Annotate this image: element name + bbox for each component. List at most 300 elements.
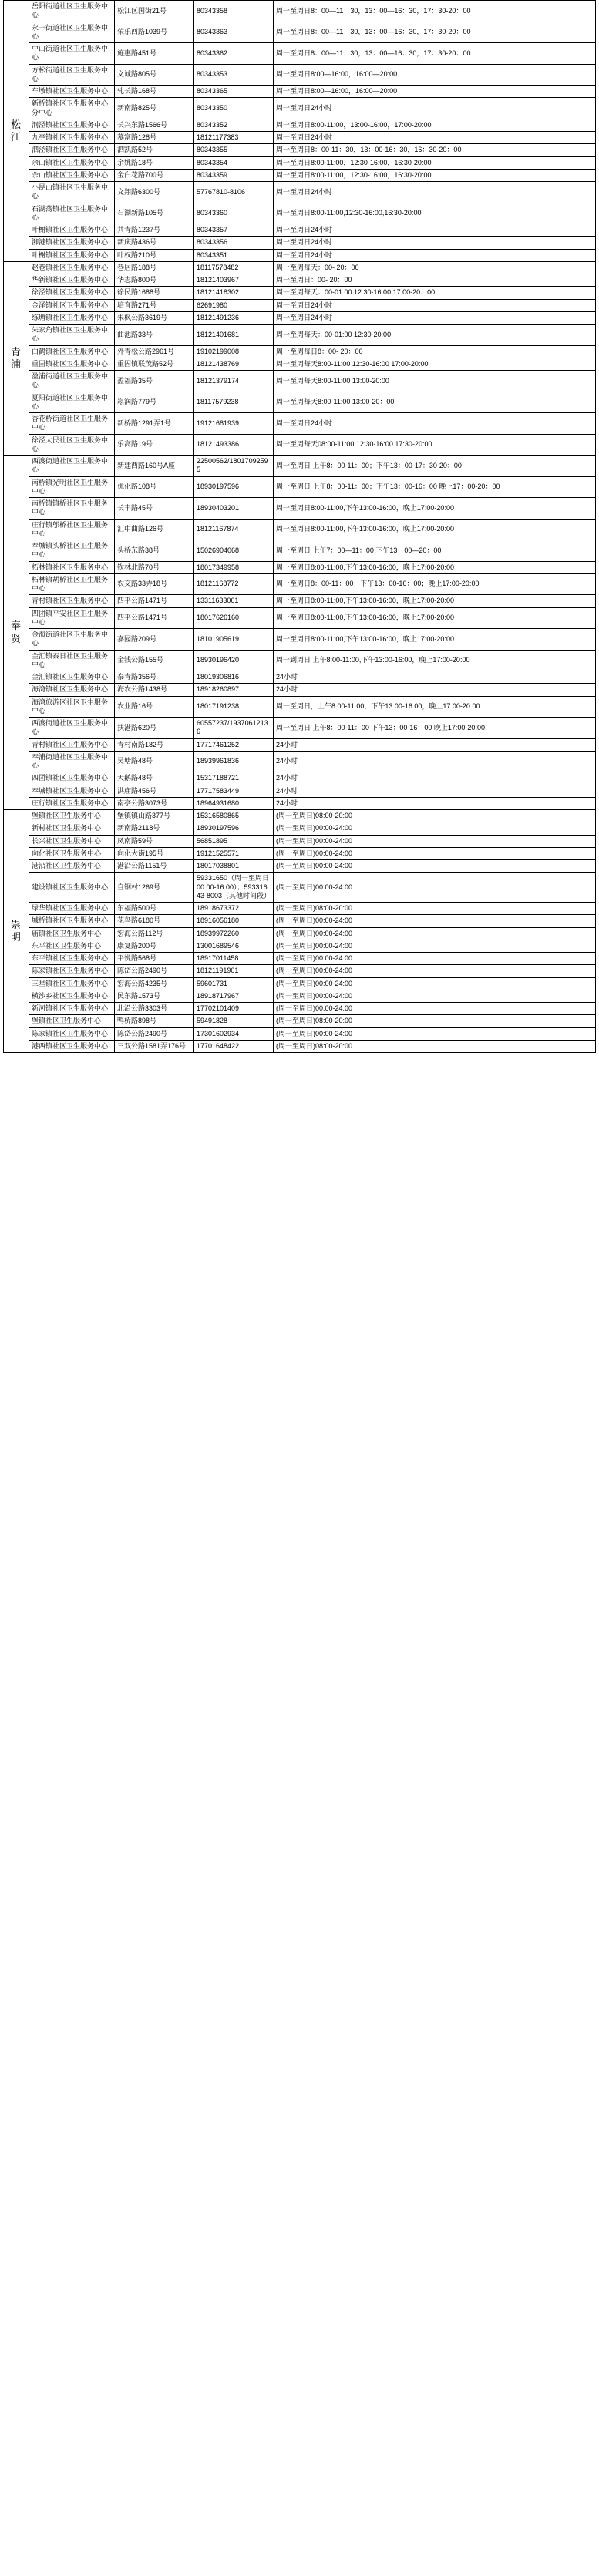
clinic-name-cell: 西渡街道社区卫生服务中心 [29, 456, 115, 477]
clinic-address-cell: 华志路800号 [115, 274, 194, 287]
clinic-hours-cell: (周一至周日)00:00-24:00 [274, 873, 596, 903]
clinic-phone-cell: 18930196420 [194, 650, 274, 671]
clinic-address-cell: 余姚路18号 [115, 156, 194, 169]
clinic-phone-cell: 59331650（周一至周日00:00-16:00）；59331643-8003（其他时间段） [194, 873, 274, 903]
table-row [4, 476, 596, 498]
clinic-name-cell: 新村社区卫生服务中心 [29, 822, 115, 835]
clinic-name-cell: 庄行镇社区卫生服务中心 [29, 797, 115, 809]
clinic-hours-cell: 周一至周日24小时 [274, 182, 596, 203]
clinic-address-cell: 巷居路188号 [115, 261, 194, 274]
clinic-address-cell: 徐民路1688号 [115, 287, 194, 299]
table-row [4, 810, 596, 822]
clinic-address-cell: 民东路1573号 [115, 990, 194, 1002]
clinic-name-cell: 港沿社区卫生服务中心 [29, 860, 115, 873]
clinic-phone-cell: 18918260897 [194, 684, 274, 696]
clinic-phone-cell: 15317188721 [194, 772, 274, 785]
clinic-hours-cell: 周一至周日24小时 [274, 299, 596, 311]
table-row [4, 392, 596, 413]
table-row [4, 311, 596, 324]
clinic-hours-cell: 周一至周每天8:00-11:00 13:00-20:00 [274, 371, 596, 392]
table-row [4, 860, 596, 873]
clinic-phone-cell: 18930197596 [194, 822, 274, 835]
clinic-name-cell: 向化社区卫生服务中心 [29, 847, 115, 859]
clinic-name-cell: 金海街道社区卫生服务中心 [29, 629, 115, 651]
clinic-hours-cell: 周一至周日8:00-11:00，12:30-16:00，16:30-20:00 [274, 156, 596, 169]
clinic-name-cell: 金汇镇泰日社区卫生服务中心 [29, 650, 115, 671]
clinic-name-cell: 奉城镇头桥社区卫生服务中心 [29, 540, 115, 562]
clinic-hours-cell: 24小时 [274, 751, 596, 772]
clinic-hours-cell: (周一至周日)00:00-24:00 [274, 835, 596, 847]
clinic-directory-table [3, 0, 596, 1053]
clinic-address-cell: 长丰路45号 [115, 498, 194, 520]
clinic-phone-cell: 18117578482 [194, 261, 274, 274]
clinic-name-cell: 海湾旅游区社区卫生服务中心 [29, 696, 115, 718]
clinic-phone-cell: 17702101409 [194, 1003, 274, 1015]
clinic-hours-cell: 周一至周日8：00-11：30，13：00-16：30，16：30-20：00 [274, 144, 596, 156]
clinic-address-cell: 花鸟路6180号 [115, 915, 194, 927]
table-row [4, 237, 596, 249]
clinic-phone-cell: 15026904068 [194, 540, 274, 562]
clinic-phone-cell: 17301602934 [194, 1027, 274, 1040]
clinic-hours-cell: 周一至周日8:00—16:00，16:00—20:00 [274, 64, 596, 86]
clinic-name-cell: 白鹤镇社区卫生服务中心 [29, 345, 115, 358]
clinic-name-cell: 夏阳街道社区卫生服务中心 [29, 392, 115, 413]
clinic-phone-cell: 19102199008 [194, 345, 274, 358]
clinic-hours-cell: (周一至周日)00:00-24:00 [274, 915, 596, 927]
clinic-address-cell: 培育路271号 [115, 299, 194, 311]
clinic-phone-cell: 56851895 [194, 835, 274, 847]
clinic-address-cell: 港沿公路1151号 [115, 860, 194, 873]
clinic-hours-cell: (周一至周日)08:00-20:00 [274, 1040, 596, 1052]
clinic-address-cell: 扶港路620号 [115, 718, 194, 739]
clinic-address-cell: 嘉园路209号 [115, 629, 194, 651]
clinic-name-cell: 徐泾大民社区卫生服务中心 [29, 434, 115, 456]
clinic-address-cell: 盈福路35号 [115, 371, 194, 392]
clinic-hours-cell: (周一至周日)00:00-24:00 [274, 965, 596, 977]
clinic-phone-cell: 13311633061 [194, 595, 274, 607]
clinic-name-cell: 南桥镇镇桥社区卫生服务中心 [29, 498, 115, 520]
clinic-name-cell: 三星镇社区卫生服务中心 [29, 977, 115, 990]
clinic-address-cell: 曲池路33号 [115, 325, 194, 346]
clinic-address-cell: 凤南路59号 [115, 835, 194, 847]
clinic-phone-cell: 18017038801 [194, 860, 274, 873]
clinic-address-cell: 北沿公路3303号 [115, 1003, 194, 1015]
clinic-address-cell: 外青松公路2961号 [115, 345, 194, 358]
clinic-phone-cell: 18121167874 [194, 519, 274, 540]
clinic-address-cell: 施惠路451号 [115, 43, 194, 65]
table-row [4, 540, 596, 562]
clinic-address-cell: 共青路1237号 [115, 224, 194, 237]
clinic-hours-cell: 周一至周日8：00—11：30，13：00—16：30，17：30-20：00 [274, 1, 596, 22]
table-row [4, 434, 596, 456]
clinic-phone-cell: 80343363 [194, 22, 274, 43]
clinic-phone-cell: 18121168772 [194, 573, 274, 595]
table-row [4, 927, 596, 940]
clinic-hours-cell: 周一至周日8：00-11：00；下午13：00-16：00；晚上17:00-20:00 [274, 573, 596, 595]
clinic-phone-cell: 17717461252 [194, 738, 274, 751]
clinic-address-cell: 轧长路168号 [115, 86, 194, 98]
clinic-name-cell: 长兴社区卫生服务中心 [29, 835, 115, 847]
clinic-hours-cell: (周一至周日)08:00-20:00 [274, 810, 596, 822]
clinic-name-cell: 青村镇社区卫生服务中心 [29, 595, 115, 607]
clinic-hours-cell: 周一至周每天：00-01:00 12:30-16:00 17:00-20：00 [274, 287, 596, 299]
clinic-address-cell: 崧润路779号 [115, 392, 194, 413]
table-row [4, 847, 596, 859]
clinic-address-cell: 头桥东路38号 [115, 540, 194, 562]
district-cell: 青浦 [4, 261, 29, 455]
table-row [4, 249, 596, 261]
table-row [4, 1, 596, 22]
clinic-name-cell: 泖港镇社区卫生服务中心 [29, 237, 115, 249]
clinic-name-cell: 四团镇平安社区卫生服务中心 [29, 607, 115, 629]
clinic-phone-cell: 80343357 [194, 224, 274, 237]
clinic-name-cell: 九亭镇社区卫生服务中心 [29, 132, 115, 144]
table-row [4, 519, 596, 540]
clinic-hours-cell: 周一至周日24小时 [274, 224, 596, 237]
table-row [4, 718, 596, 739]
clinic-name-cell: 金泽镇社区卫生服务中心 [29, 299, 115, 311]
table-row [4, 358, 596, 370]
clinic-address-cell: 汇中曲路126号 [115, 519, 194, 540]
clinic-hours-cell: 周一至周日8:00-11:00,下午13:00-16:00，晚上17:00-20:00 [274, 607, 596, 629]
clinic-name-cell: 柘林镇胡桥社区卫生服务中心 [29, 573, 115, 595]
clinic-name-cell: 堡镇社区卫生服务中心 [29, 1015, 115, 1027]
clinic-hours-cell: (周一至周日)00:00-24:00 [274, 927, 596, 940]
clinic-name-cell: 陈家镇社区卫生服务中心 [29, 965, 115, 977]
clinic-phone-cell: 18917011458 [194, 953, 274, 965]
clinic-name-cell: 中山街道社区卫生服务中心 [29, 43, 115, 65]
clinic-hours-cell: 周一至周日 上午7：00—11：00 下午13：00—20：00 [274, 540, 596, 562]
clinic-name-cell: 重固镇社区卫生服务中心 [29, 358, 115, 370]
clinic-phone-cell: 18121491236 [194, 311, 274, 324]
clinic-hours-cell: 24小时 [274, 785, 596, 797]
table-row [4, 498, 596, 520]
table-row [4, 325, 596, 346]
clinic-hours-cell: 周一至周日24小时 [274, 132, 596, 144]
clinic-address-cell: 钦林北路70号 [115, 561, 194, 573]
clinic-name-cell: 新河镇社区卫生服务中心 [29, 1003, 115, 1015]
clinic-phone-cell: 18121418302 [194, 287, 274, 299]
clinic-hours-cell: 24小时 [274, 797, 596, 809]
clinic-address-cell: 荣乐西路1039号 [115, 22, 194, 43]
clinic-hours-cell: (周一至周日)08:00-20:00 [274, 903, 596, 915]
clinic-phone-cell: 19121681939 [194, 413, 274, 435]
clinic-hours-cell: 周一至周日 上午8：00-11：00；下午13：00-16：00 晚上17：00-20：00 [274, 476, 596, 498]
clinic-hours-cell: (周一至周日)00:00-24:00 [274, 860, 596, 873]
clinic-phone-cell: 18918673372 [194, 903, 274, 915]
clinic-hours-cell: 周一至周每天：00-01:00 12:30-20:00 [274, 325, 596, 346]
table-row [4, 261, 596, 274]
clinic-address-cell: 松江区国街21号 [115, 1, 194, 22]
clinic-name-cell: 海湾镇社区卫生服务中心 [29, 684, 115, 696]
clinic-name-cell: 西渡街道社区卫生服务中心 [29, 718, 115, 739]
clinic-hours-cell: 周一至周日：00- 20：00 [274, 274, 596, 287]
table-row [4, 1003, 596, 1015]
clinic-name-cell: 方松街道社区卫生服务中心 [29, 64, 115, 86]
clinic-address-cell: 堡镇镇山路377号 [115, 810, 194, 822]
clinic-phone-cell: 18939972260 [194, 927, 274, 940]
clinic-hours-cell: 周一至周每天8:00-11:00 12:30-16:00 17:00-20:00 [274, 358, 596, 370]
clinic-address-cell: 重固镇联茂路52号 [115, 358, 194, 370]
clinic-name-cell: 南桥镇光明社区卫生服务中心 [29, 476, 115, 498]
clinic-address-cell: 四平公路1471号 [115, 595, 194, 607]
table-row [4, 22, 596, 43]
clinic-address-cell: 吴塘路48号 [115, 751, 194, 772]
table-row [4, 144, 596, 156]
clinic-name-cell: 佘山镇社区卫生服务中心 [29, 156, 115, 169]
table-row [4, 1027, 596, 1040]
table-row [4, 751, 596, 772]
clinic-hours-cell: 周一至周每天08:00-11:00 12:30-16:00 17:30-20:00 [274, 434, 596, 456]
clinic-phone-cell: 18121379174 [194, 371, 274, 392]
clinic-hours-cell: 周一至周日8:00-11:00,12:30-16:00,16:30-20:00 [274, 203, 596, 224]
clinic-phone-cell: 17717583449 [194, 785, 274, 797]
table-row [4, 738, 596, 751]
page-container [0, 0, 599, 1053]
clinic-address-cell: 海农公路1438号 [115, 684, 194, 696]
clinic-phone-cell: 18121493386 [194, 434, 274, 456]
clinic-hours-cell: 24小时 [274, 738, 596, 751]
table-row [4, 684, 596, 696]
district-cell: 奉贤 [4, 456, 29, 810]
clinic-hours-cell: (周一至周日)08:00-20:00 [274, 1015, 596, 1027]
clinic-phone-cell: 18939961836 [194, 751, 274, 772]
clinic-phone-cell: 80343365 [194, 86, 274, 98]
clinic-name-cell: 练塘镇社区卫生服务中心 [29, 311, 115, 324]
clinic-address-cell: 农交路33弄18号 [115, 573, 194, 595]
clinic-hours-cell: 周一至周日8:00-11:00,下午13:00-16:00，晚上17:00-20:00 [274, 519, 596, 540]
table-row [4, 629, 596, 651]
clinic-name-cell: 东平镇社区卫生服务中心 [29, 953, 115, 965]
clinic-name-cell: 四团镇社区卫生服务中心 [29, 772, 115, 785]
clinic-name-cell: 赵巷镇社区卫生服务中心 [29, 261, 115, 274]
clinic-hours-cell: (周一至周日)00:00-24:00 [274, 990, 596, 1002]
table-row [4, 456, 596, 477]
table-row [4, 43, 596, 65]
clinic-hours-cell: 周一至周每天：00- 20：00 [274, 261, 596, 274]
clinic-address-cell: 青村南路182号 [115, 738, 194, 751]
clinic-hours-cell: 周一至周每天8:00-11:00 13:00-20：00 [274, 392, 596, 413]
table-row [4, 156, 596, 169]
clinic-name-cell: 青村镇社区卫生服务中心 [29, 738, 115, 751]
clinic-phone-cell: 18918717967 [194, 990, 274, 1002]
clinic-address-cell: 鸭桥路898号 [115, 1015, 194, 1027]
clinic-address-cell: 洪庙路456号 [115, 785, 194, 797]
clinic-phone-cell: 18930197596 [194, 476, 274, 498]
clinic-phone-cell: 18019306816 [194, 671, 274, 684]
district-cell: 崇明 [4, 810, 29, 1053]
clinic-name-cell: 叶榭镇社区卫生服务中心 [29, 224, 115, 237]
clinic-phone-cell: 18121403967 [194, 274, 274, 287]
table-row [4, 1015, 596, 1027]
clinic-address-cell: 金钱公路155号 [115, 650, 194, 671]
table-row [4, 835, 596, 847]
table-row [4, 86, 596, 98]
clinic-phone-cell: 18964931680 [194, 797, 274, 809]
clinic-phone-cell: 18121438769 [194, 358, 274, 370]
clinic-phone-cell: 80343362 [194, 43, 274, 65]
clinic-phone-cell: 80343356 [194, 237, 274, 249]
clinic-phone-cell: 59491828 [194, 1015, 274, 1027]
table-body [4, 1, 596, 1053]
clinic-hours-cell: 周一至周日 上午8：00-11：00；下午13：00-17：30-20：00 [274, 456, 596, 477]
table-row [4, 940, 596, 952]
table-row [4, 573, 596, 595]
clinic-phone-cell: 80343358 [194, 1, 274, 22]
clinic-hours-cell: 周一至周日8:00-11:00,下午13:00-16:00，晚上17:00-20:00 [274, 595, 596, 607]
clinic-address-cell: 陈岱公路2490号 [115, 965, 194, 977]
table-row [4, 953, 596, 965]
clinic-address-cell: 向化大街195号 [115, 847, 194, 859]
clinic-hours-cell: 周一至周日8:00-11:00，12:30-16:00，16:30-20:00 [274, 169, 596, 181]
clinic-phone-cell: 18916056180 [194, 915, 274, 927]
clinic-phone-cell: 18117579238 [194, 392, 274, 413]
clinic-address-cell: 宏海公路112号 [115, 927, 194, 940]
clinic-hours-cell: 周一至周日8:00-11:00,下午13:00-16:00，晚上17:00-20:00 [274, 629, 596, 651]
clinic-name-cell: 奉浦街道社区卫生服务中心 [29, 751, 115, 772]
clinic-address-cell: 泰青路356号 [115, 671, 194, 684]
clinic-hours-cell: (周一至周日)00:00-24:00 [274, 847, 596, 859]
clinic-address-cell: 乐高路19号 [115, 434, 194, 456]
clinic-address-cell: 新南路825号 [115, 98, 194, 119]
clinic-phone-cell: 80343359 [194, 169, 274, 181]
clinic-address-cell: 三双公路1581弄176号 [115, 1040, 194, 1052]
clinic-name-cell: 金汇镇社区卫生服务中心 [29, 671, 115, 684]
clinic-address-cell: 慕富路128号 [115, 132, 194, 144]
clinic-name-cell: 岳阳街道社区卫生服务中心 [29, 1, 115, 22]
table-row [4, 977, 596, 990]
clinic-hours-cell: 周一至周日24小时 [274, 311, 596, 324]
clinic-name-cell: 柘林镇社区卫生服务中心 [29, 561, 115, 573]
clinic-name-cell: 朱家角镇社区卫生服务中心 [29, 325, 115, 346]
clinic-phone-cell: 80343351 [194, 249, 274, 261]
clinic-name-cell: 陈家镇社区卫生服务中心 [29, 1027, 115, 1040]
table-row [4, 561, 596, 573]
clinic-address-cell: 宏海公路4235号 [115, 977, 194, 990]
clinic-hours-cell: 周一至周日 上午8：00-11：00 下午13：00-16：00 晚上17:00-20:00 [274, 718, 596, 739]
clinic-name-cell: 新桥镇社区卫生服务中心分中心 [29, 98, 115, 119]
table-row [4, 903, 596, 915]
clinic-hours-cell: 24小时 [274, 684, 596, 696]
clinic-phone-cell: 60557237/19370612136 [194, 718, 274, 739]
clinic-address-cell: 南亭公路3073号 [115, 797, 194, 809]
clinic-address-cell: 陈岱公路2490号 [115, 1027, 194, 1040]
clinic-hours-cell: 周一到周日 上午8:00-11:00,下午13:00-16:00，晚上17:00-20:00 [274, 650, 596, 671]
clinic-address-cell: 叶权路210号 [115, 249, 194, 261]
clinic-phone-cell: 19121525571 [194, 847, 274, 859]
table-row [4, 182, 596, 203]
clinic-name-cell: 小昆山镇社区卫生服务中心 [29, 182, 115, 203]
clinic-name-cell: 城桥镇社区卫生服务中心 [29, 915, 115, 927]
clinic-phone-cell: 17701648422 [194, 1040, 274, 1052]
clinic-hours-cell: 周一至周日8:00-11:00，13:00-16:00，17:00-20:00 [274, 119, 596, 131]
clinic-hours-cell: 24小时 [274, 772, 596, 785]
clinic-address-cell: 四平公路1471号 [115, 607, 194, 629]
table-row [4, 797, 596, 809]
table-row [4, 299, 596, 311]
clinic-address-cell: 新建西路160号A座 [115, 456, 194, 477]
clinic-name-cell: 港西镇社区卫生服务中心 [29, 1040, 115, 1052]
clinic-phone-cell: 18930403201 [194, 498, 274, 520]
clinic-hours-cell: 周一至周日24小时 [274, 237, 596, 249]
table-row [4, 671, 596, 684]
clinic-name-cell: 堡镇社区卫生服务中心 [29, 810, 115, 822]
clinic-name-cell: 香花桥街道社区卫生服务中心 [29, 413, 115, 435]
clinic-address-cell: 平悦路568号 [115, 953, 194, 965]
clinic-hours-cell: 周一至周日24小时 [274, 413, 596, 435]
clinic-hours-cell: (周一至周日)00:00-24:00 [274, 977, 596, 990]
table-row [4, 607, 596, 629]
table-row [4, 915, 596, 927]
clinic-hours-cell: (周一至周日)00:00-24:00 [274, 940, 596, 952]
clinic-name-cell: 洞泾镇社区卫生服务中心 [29, 119, 115, 131]
clinic-name-cell: 泗泾镇社区卫生服务中心 [29, 144, 115, 156]
clinic-hours-cell: (周一至周日)00:00-24:00 [274, 953, 596, 965]
table-row [4, 822, 596, 835]
clinic-phone-cell: 18101905619 [194, 629, 274, 651]
clinic-hours-cell: 周一至周每日8：00- 20：00 [274, 345, 596, 358]
table-row [4, 203, 596, 224]
clinic-name-cell: 盈浦街道社区卫生服务中心 [29, 371, 115, 392]
clinic-name-cell: 华新镇社区卫生服务中心 [29, 274, 115, 287]
clinic-name-cell: 佘山镇社区卫生服务中心 [29, 169, 115, 181]
clinic-name-cell: 奉城镇社区卫生服务中心 [29, 785, 115, 797]
clinic-phone-cell: 13001689546 [194, 940, 274, 952]
table-row [4, 98, 596, 119]
clinic-hours-cell: 周一至周日24小时 [274, 98, 596, 119]
clinic-name-cell: 建设镇社区卫生服务中心 [29, 873, 115, 903]
clinic-name-cell: 庙镇社区卫生服务中心 [29, 927, 115, 940]
clinic-name-cell: 永丰街道社区卫生服务中心 [29, 22, 115, 43]
clinic-phone-cell: 57767810-8106 [194, 182, 274, 203]
clinic-name-cell: 东平社区卫生服务中心 [29, 940, 115, 952]
table-row [4, 772, 596, 785]
clinic-name-cell: 绿华镇社区卫生服务中心 [29, 903, 115, 915]
clinic-phone-cell: 18121177383 [194, 132, 274, 144]
clinic-name-cell: 石湖荡镇社区卫生服务中心 [29, 203, 115, 224]
clinic-address-cell: 康复路200号 [115, 940, 194, 952]
table-row [4, 132, 596, 144]
clinic-phone-cell: 80343354 [194, 156, 274, 169]
clinic-name-cell: 车墩镇社区卫生服务中心 [29, 86, 115, 98]
clinic-phone-cell: 18017191238 [194, 696, 274, 718]
clinic-phone-cell: 59601731 [194, 977, 274, 990]
clinic-phone-cell: 80343355 [194, 144, 274, 156]
table-row [4, 287, 596, 299]
clinic-hours-cell: 周一至周日，上午8.00-11.00，下午13:00-16:00，晚上17:00-20:00 [274, 696, 596, 718]
table-row [4, 595, 596, 607]
table-row [4, 64, 596, 86]
clinic-hours-cell: 周一至周日8:00-11:00,下午13:00-16:00，晚上17:00-20:00 [274, 498, 596, 520]
table-row [4, 371, 596, 392]
clinic-phone-cell: 80343360 [194, 203, 274, 224]
table-row [4, 965, 596, 977]
clinic-hours-cell: 周一至周日8：00—11：30，13：00—16：30，17：30-20：00 [274, 43, 596, 65]
clinic-address-cell: 东福路500号 [115, 903, 194, 915]
clinic-address-cell: 新庆路436号 [115, 237, 194, 249]
clinic-address-cell: 优化路108号 [115, 476, 194, 498]
table-row [4, 990, 596, 1002]
table-row [4, 119, 596, 131]
table-row [4, 873, 596, 903]
table-row [4, 345, 596, 358]
clinic-name-cell: 庄行镇邬桥社区卫生服务中心 [29, 519, 115, 540]
clinic-phone-cell: 80343353 [194, 64, 274, 86]
table-row [4, 696, 596, 718]
clinic-address-cell: 新南路2118号 [115, 822, 194, 835]
clinic-address-cell: 长兴东路1566号 [115, 119, 194, 131]
table-row [4, 169, 596, 181]
